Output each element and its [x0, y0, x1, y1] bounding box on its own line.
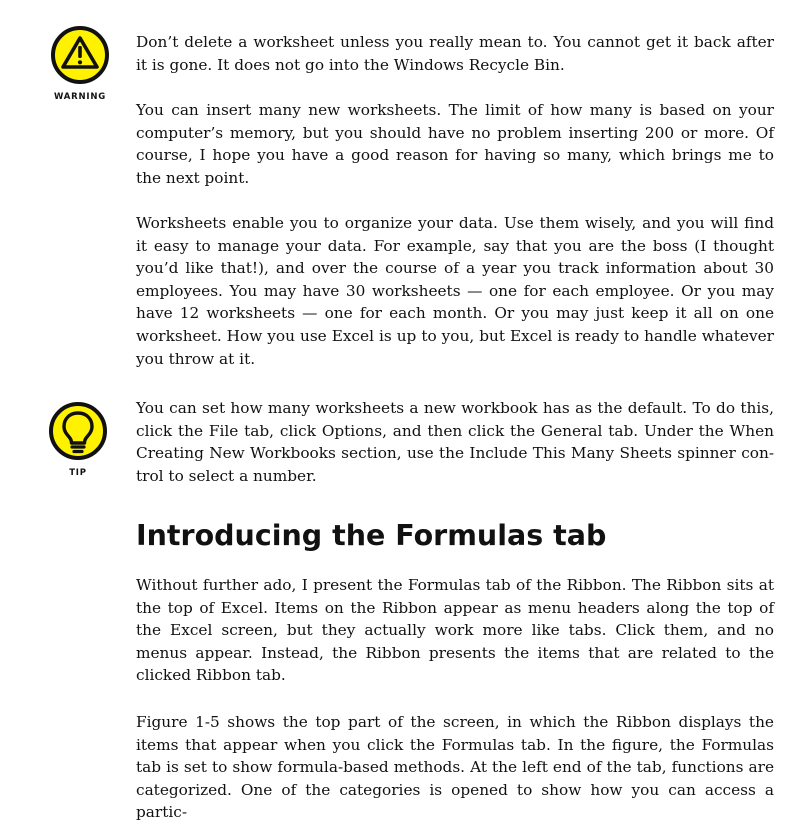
- formulas-intro-paragraph: Without further ado, I present the Formulas tab of the Ribbon. The Ribbon sits at the top of Excel. Items on the Ribbon appear as menu headers along the top of the Excel screen, but they actually work more like tabs. Click them, and no menus appear. Instead, the Ribbon presents the items that are related to the clicked Ribbon tab.: [136, 576, 774, 685]
- insert-worksheets-paragraph: You can insert many new worksheets. The limit of how many is based on your computer’s memory, but you should have no problem inserting 200 or more. Of course, I hope you have a good reason for having so many, which brings me to the next point.: [136, 101, 774, 187]
- tip-paragraph-block: [136, 397, 774, 487]
- organize-data-paragraph: Worksheets enable you to organize your data. Use them wisely, and you will find it easy to manage your data. For example, say that you are the boss (I thought you’d like that!), and over the course of a year you track information about 30 employees. You may have 30 worksheets — one for each employee. Or you may have 12 worksheets — one for each month. Or you may just keep it all on one worksheet. How you use Excel is up to you, but Excel is ready to handle whatever you throw at it.: [136, 214, 774, 368]
- warning-paragraph-block: [136, 31, 774, 76]
- warning-paragraph: Don’t delete a worksheet unless you really mean to. You cannot get it back after it is gone. It does not go into the Windows Recycle Bin.: [136, 33, 774, 74]
- tip-paragraph: You can set how many worksheets a new workbook has as the default. To do this, click the File tab, click Options, and then click the General tab. Under the When Creating New Workbooks section, use the Include This Many Sheets spinner control to select a number.: [136, 399, 774, 485]
- tip-label: TIP: [69, 468, 87, 478]
- section-heading: Introducing the Formulas tab: [136, 519, 607, 552]
- figure-paragraph-block: [136, 711, 774, 824]
- intro-paragraph-block: [136, 574, 774, 687]
- warning-icon: [49, 24, 111, 86]
- organize-paragraph-block: [136, 212, 774, 370]
- warning-label: WARNING: [53, 92, 107, 102]
- tip-callout: [38, 400, 118, 478]
- warning-callout: [40, 24, 120, 102]
- insert-paragraph-block: [136, 99, 774, 189]
- lightbulb-icon: [47, 400, 109, 462]
- figure-description-paragraph: Figure 1-5 shows the top part of the screen, in which the Ribbon displays the items that appear when you click the Formulas tab. In the figure, the Formulas tab is set to show formula-based methods. At the left end of the tab, functions are categorized. One of the categories is opened to show how you can access a partic-: [136, 713, 774, 822]
